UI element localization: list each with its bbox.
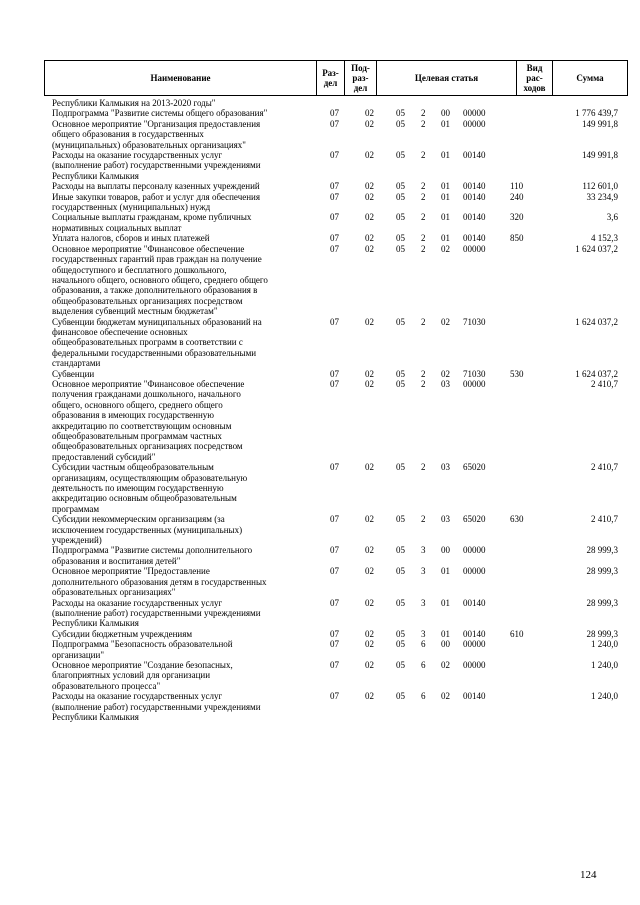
table-row: [0, 181, 640, 191]
cell-subsection: 02: [365, 659, 374, 670]
cell-target-program: 05: [396, 597, 405, 608]
cell-name: Республики Калмыкия на 2013-2020 годы": [52, 98, 216, 108]
cell-target-direction: 00000: [463, 566, 486, 577]
cell-target-direction: 71030: [463, 368, 486, 379]
cell-target-subprogram: 2: [421, 514, 426, 525]
header-sum: Сумма: [576, 73, 604, 83]
cell-subsection: 02: [365, 639, 374, 650]
cell-sum: 28 999,3: [586, 597, 618, 608]
header-name: Наименование: [45, 61, 317, 95]
cell-name: Иные закупки товаров, работ и услуг для обеспечения государственных (муниципальных) нужд: [52, 191, 260, 213]
cell-expense-type: 610: [510, 628, 524, 639]
cell-section: 07: [330, 243, 339, 254]
cell-name: Расходы на оказание государственных услуг (выполнение работ) государственными учреждениями Республики Калмыкия: [52, 150, 261, 181]
cell-target-measure: 01: [441, 597, 450, 608]
cell-target-direction: 00000: [463, 108, 486, 119]
cell-sum: 33 234,9: [586, 191, 618, 202]
cell-target-direction: 00000: [463, 118, 486, 129]
table-row: [0, 514, 640, 545]
cell-target-measure: 02: [441, 368, 450, 379]
cell-name: Субвенции бюджетам муниципальных образований на финансовое обеспечение основных общеобразовательных программ в соответствии с федеральными государственными образовательными стандартами: [52, 316, 262, 369]
cell-expense-type: 630: [510, 514, 524, 525]
page-number: 124: [580, 869, 597, 881]
cell-subsection: 02: [365, 108, 374, 119]
cell-name: Основное мероприятие "Финансовое обеспечение государственных гарантий прав граждан на получение общедоступного и бесплатного дошкольного, начального общего, основного общего, среднего общего образования, а также дополнительного образования в общеобразовательных организациях посредством выделения субвенций местным бюджетам": [52, 243, 268, 317]
cell-subsection: 02: [365, 181, 374, 192]
cell-target-subprogram: 3: [421, 545, 426, 556]
table-row: [0, 691, 640, 722]
cell-name: Основное мероприятие "Создание безопасных, благоприятных условий для организации образовательного процесса": [52, 659, 233, 691]
cell-expense-type: 110: [510, 181, 524, 192]
cell-name: Расходы на оказание государственных услуг (выполнение работ) государственными учреждениями Республики Калмыкия: [52, 691, 261, 722]
header-section: Раз- дел: [317, 61, 345, 95]
cell-target-direction: 00000: [463, 639, 486, 650]
cell-target-program: 05: [396, 545, 405, 556]
cell-target-subprogram: 2: [421, 191, 426, 202]
cell-target-direction: 00000: [463, 243, 486, 254]
cell-target-measure: 03: [441, 378, 450, 389]
cell-target-program: 05: [396, 639, 405, 650]
cell-sum: 149 991,8: [582, 150, 618, 161]
cell-target-subprogram: 6: [421, 639, 426, 650]
cell-name: Субвенции: [52, 368, 95, 379]
cell-target-direction: 71030: [463, 316, 486, 327]
table-row: [0, 233, 640, 243]
cell-target-direction: 00140: [463, 212, 486, 223]
cell-target-program: 05: [396, 150, 405, 161]
cell-section: 07: [330, 545, 339, 556]
cell-section: 07: [330, 639, 339, 650]
cell-sum: 112 601,0: [582, 181, 618, 192]
cell-section: 07: [330, 368, 339, 379]
cell-target-program: 05: [396, 368, 405, 379]
cell-target-subprogram: 2: [421, 462, 426, 473]
cell-target-program: 05: [396, 659, 405, 670]
cell-section: 07: [330, 628, 339, 639]
cell-target-program: 05: [396, 233, 405, 244]
cell-sum: 1 240,0: [591, 659, 618, 670]
cell-target-measure: 03: [441, 514, 450, 525]
cell-sum: 3,6: [606, 212, 618, 223]
table-row: [0, 192, 640, 213]
cell-subsection: 02: [365, 212, 374, 223]
cell-target-subprogram: 2: [421, 181, 426, 192]
cell-section: 07: [330, 316, 339, 327]
cell-target-direction: 00140: [463, 233, 486, 244]
cell-subsection: 02: [365, 316, 374, 327]
cell-sum: 149 991,8: [582, 118, 618, 129]
cell-subsection: 02: [365, 462, 374, 473]
cell-target-direction: 65020: [463, 514, 486, 525]
cell-section: 07: [330, 514, 339, 525]
cell-sum: 28 999,3: [586, 566, 618, 577]
cell-target-measure: 01: [441, 212, 450, 223]
cell-target-program: 05: [396, 212, 405, 223]
cell-sum: 2 410,7: [591, 378, 618, 389]
table-row: [0, 639, 640, 660]
cell-target-subprogram: 3: [421, 628, 426, 639]
cell-section: 07: [330, 659, 339, 670]
cell-sum: 4 152,3: [591, 233, 618, 244]
cell-target-measure: 03: [441, 462, 450, 473]
table-row: [0, 108, 640, 118]
cell-sum: 1 776 439,7: [575, 108, 618, 119]
cell-section: 07: [330, 691, 339, 702]
cell-sum: 1 624 037,2: [575, 243, 618, 254]
table-row: [0, 119, 640, 150]
cell-expense-type: 850: [510, 233, 524, 244]
cell-target-subprogram: 6: [421, 659, 426, 670]
cell-target-direction: 00000: [463, 545, 486, 556]
cell-subsection: 02: [365, 118, 374, 129]
table-row: [0, 98, 640, 108]
table-row: [0, 212, 640, 233]
cell-target-program: 05: [396, 691, 405, 702]
table-row: [0, 462, 640, 514]
table-row: [0, 660, 640, 691]
table-header: [44, 60, 628, 96]
cell-name: Субсидии частным общеобразовательным организациям, осуществляющим образовательную деятельность по имеющим государственную аккредитацию основным общеобразовательным программам: [52, 462, 248, 514]
cell-subsection: 02: [365, 597, 374, 608]
cell-name: Основное мероприятие "Предоставление дополнительного образования детям в государственных образовательных организациях": [52, 566, 267, 598]
header-target: Целевая статья: [377, 61, 517, 95]
cell-subsection: 02: [365, 628, 374, 639]
header-subsection: Под- раз- дел: [345, 61, 377, 95]
cell-target-program: 05: [396, 243, 405, 254]
cell-sum: 2 410,7: [591, 462, 618, 473]
cell-section: 07: [330, 233, 339, 244]
table-row: [0, 629, 640, 639]
cell-target-program: 05: [396, 628, 405, 639]
cell-sum: 28 999,3: [586, 545, 618, 556]
cell-subsection: 02: [365, 545, 374, 556]
cell-name: Социальные выплаты гражданам, кроме публичных нормативных социальных выплат: [52, 212, 252, 233]
cell-subsection: 02: [365, 150, 374, 161]
cell-section: 07: [330, 118, 339, 129]
cell-name: Основное мероприятие "Финансовое обеспечение получения гражданами дошкольного, начального общего, основного общего, среднего общего образования в имеющих государственную аккредитацию по соответствующим основным общеобразовательным программам частных общеобразовательных организациях посредством предоставлений субсидий": [52, 378, 245, 462]
cell-target-program: 05: [396, 566, 405, 577]
cell-target-program: 05: [396, 118, 405, 129]
cell-target-measure: 01: [441, 233, 450, 244]
cell-target-measure: 02: [441, 243, 450, 254]
cell-name: Субсидии некоммерческим организациям (за исключением государственных (муниципальных) учреждений): [52, 514, 243, 546]
cell-target-subprogram: 2: [421, 212, 426, 223]
cell-target-measure: 01: [441, 191, 450, 202]
cell-target-subprogram: 2: [421, 150, 426, 161]
cell-expense-type: 240: [510, 191, 524, 202]
cell-subsection: 02: [365, 566, 374, 577]
cell-subsection: 02: [365, 233, 374, 244]
cell-subsection: 02: [365, 514, 374, 525]
cell-target-direction: 00140: [463, 150, 486, 161]
cell-target-subprogram: 2: [421, 118, 426, 129]
cell-target-program: 05: [396, 316, 405, 327]
cell-section: 07: [330, 150, 339, 161]
cell-target-direction: 65020: [463, 462, 486, 473]
cell-target-direction: 00000: [463, 378, 486, 389]
cell-sum: 28 999,3: [586, 628, 618, 639]
cell-target-measure: 00: [441, 545, 450, 556]
cell-target-program: 05: [396, 108, 405, 119]
cell-section: 07: [330, 181, 339, 192]
cell-target-subprogram: 2: [421, 108, 426, 119]
cell-target-subprogram: 3: [421, 566, 426, 577]
cell-target-direction: 00000: [463, 659, 486, 670]
table-row: [0, 566, 640, 597]
cell-target-direction: 00140: [463, 597, 486, 608]
table-body: [0, 98, 640, 722]
cell-name: Расходы на оказание государственных услуг (выполнение работ) государственными учреждениями Республики Калмыкия: [52, 597, 261, 629]
cell-target-subprogram: 3: [421, 597, 426, 608]
cell-target-program: 05: [396, 181, 405, 192]
table-row: [0, 150, 640, 181]
cell-target-measure: 01: [441, 566, 450, 577]
cell-target-measure: 01: [441, 181, 450, 192]
cell-name: Подпрограмма "Развитие системы общего образования": [52, 108, 268, 119]
cell-name: Подпрограмма "Развитие системы дополнительного образования и воспитания детей": [52, 545, 253, 566]
cell-target-program: 05: [396, 378, 405, 389]
cell-section: 07: [330, 462, 339, 473]
header-expense-type: Вид рас- ходов: [517, 61, 553, 95]
cell-target-subprogram: 2: [421, 243, 426, 254]
cell-target-subprogram: 2: [421, 368, 426, 379]
cell-target-direction: 00140: [463, 691, 486, 702]
cell-target-subprogram: 2: [421, 316, 426, 327]
cell-subsection: 02: [365, 243, 374, 254]
table-row: [0, 545, 640, 566]
cell-subsection: 02: [365, 691, 374, 702]
table-row: [0, 379, 640, 462]
cell-subsection: 02: [365, 368, 374, 379]
cell-target-direction: 00140: [463, 628, 486, 639]
cell-section: 07: [330, 108, 339, 119]
cell-section: 07: [330, 191, 339, 202]
cell-section: 07: [330, 378, 339, 389]
cell-sum: 2 410,7: [591, 514, 618, 525]
cell-target-subprogram: 6: [421, 691, 426, 702]
cell-target-program: 05: [396, 514, 405, 525]
cell-sum: 1 240,0: [591, 639, 618, 650]
cell-name: Уплата налогов, сборов и иных платежей: [52, 233, 210, 244]
cell-target-measure: 02: [441, 691, 450, 702]
cell-section: 07: [330, 597, 339, 608]
table-row: [0, 369, 640, 379]
cell-target-measure: 01: [441, 628, 450, 639]
cell-expense-type: 320: [510, 212, 524, 223]
cell-target-program: 05: [396, 191, 405, 202]
cell-target-measure: 00: [441, 639, 450, 650]
cell-target-measure: 01: [441, 150, 450, 161]
cell-target-measure: 00: [441, 108, 450, 119]
cell-name: Подпрограмма "Безопасность образовательной организации": [52, 639, 233, 660]
cell-name: Субсидии бюджетным учреждениям: [52, 628, 193, 639]
cell-target-subprogram: 2: [421, 233, 426, 244]
cell-sum: 1 624 037,2: [575, 316, 618, 327]
cell-subsection: 02: [365, 191, 374, 202]
cell-sum: 1 624 037,2: [575, 368, 618, 379]
cell-target-program: 05: [396, 462, 405, 473]
cell-target-measure: 02: [441, 316, 450, 327]
cell-sum: 1 240,0: [591, 691, 618, 702]
cell-section: 07: [330, 212, 339, 223]
cell-subsection: 02: [365, 378, 374, 389]
cell-section: 07: [330, 566, 339, 577]
table-row: [0, 244, 640, 317]
cell-target-measure: 02: [441, 659, 450, 670]
cell-target-subprogram: 2: [421, 378, 426, 389]
cell-expense-type: 530: [510, 368, 524, 379]
cell-name: Расходы на выплаты персоналу казенных учреждений: [52, 181, 260, 192]
cell-target-measure: 01: [441, 118, 450, 129]
table-row: [0, 317, 640, 369]
cell-target-direction: 00140: [463, 191, 486, 202]
cell-name: Основное мероприятие "Организация предоставления общего образования в государственных (муниципальных) образовательных организациях": [52, 118, 261, 150]
cell-target-direction: 00140: [463, 181, 486, 192]
table-row: [0, 598, 640, 629]
